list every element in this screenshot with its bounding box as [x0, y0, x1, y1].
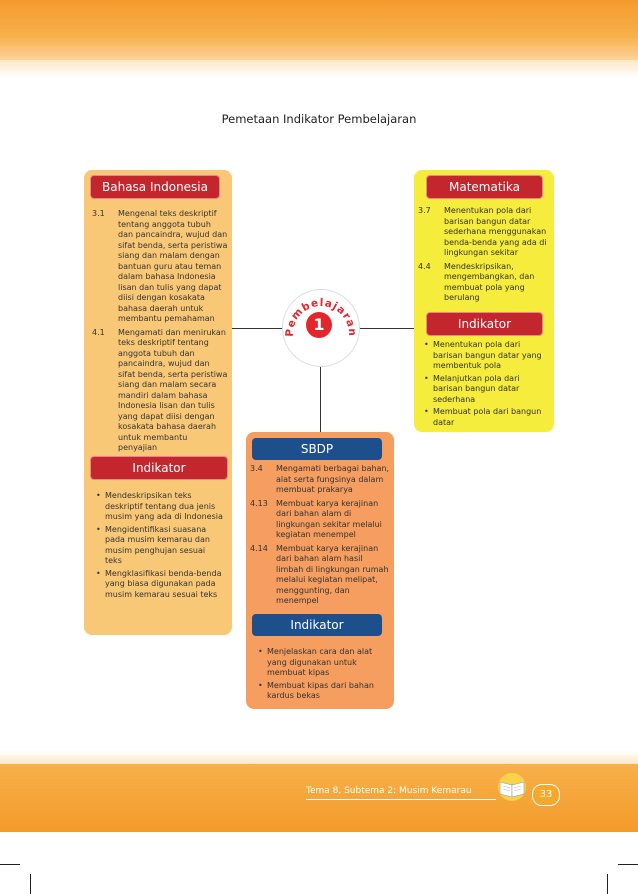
list-item: • Mendeskripsikan teks deskriptif tentang dua jenis musim yang ada di Indonesia	[96, 491, 224, 523]
crop-mark	[618, 864, 638, 865]
bahasa-list	[92, 209, 228, 457]
book-icon	[494, 772, 530, 802]
list-item: 3.7 Menentukan pola dari barisan bangun datar sederhana menggunakan benda-benda yang ada di lingkungan sekitar	[418, 206, 547, 257]
crop-mark	[0, 864, 20, 865]
list-item: 3.1 Mengenal teks deskriptif tentang anggota tubuh dan pancaindra, wujud dan sifat benda, serta peristiwa siang dan malam dengan bantuan guru atau teman dalam bahasa Indonesia lisan dan tulis yang dapat diisi dengan kosakata bahasa daerah untuk membantu pemahaman	[92, 209, 228, 323]
matematika-indikator-header: Indikator	[426, 312, 543, 336]
list-item: 4.14 Membuat karya kerajinan dari bahan alam hasil limbah di lingkungan rumah melalui kegiatan melipat, menggunting, dan menempel	[250, 543, 389, 605]
list-item: • Membuat pola dari bangun datar	[424, 407, 548, 428]
footer-text: Tema 8, Subtema 2: Musim Kemarau	[306, 786, 472, 796]
list-item: 4.13 Membuat karya kerajinan dari bahan alam di lingkungan sekitar melalui kegiatan menempel	[250, 498, 382, 539]
connector-line	[359, 328, 414, 329]
page-number: 33	[532, 784, 560, 806]
sbdp-indikator-list	[258, 647, 386, 704]
list-item: • Membuat kipas dari bahan kardus bekas	[258, 681, 386, 702]
list-item: 4.4 Mendeskripsikan, mengembangkan, dan membuat pola yang berulang	[418, 261, 535, 302]
matematika-header: Matematika	[426, 175, 543, 199]
connector-line	[232, 328, 284, 329]
sbdp-indikator-header: Indikator	[252, 614, 382, 636]
crop-mark	[607, 874, 608, 894]
crop-mark	[30, 874, 31, 894]
arc-label: Pembelajaran	[283, 296, 359, 338]
bahasa-header: Bahasa Indonesia	[90, 175, 220, 199]
list-item: 3.4 Mengamati berbagai bahan, alat serta fungsinya dalam membuat prakarya	[250, 464, 390, 494]
bahasa-indikator-list	[96, 491, 224, 602]
list-item: • Menentukan pola dari barisan bangun datar yang membentuk pola	[424, 340, 548, 372]
list-item: • Menjelaskan cara dan alat yang digunakan untuk membuat kipas	[258, 647, 386, 679]
sbdp-list	[250, 464, 392, 610]
connector-line	[320, 366, 321, 432]
page-title: Pemetaan Indikator Pembelajaran	[221, 112, 417, 126]
list-item: • Mengidentifikasi suasana pada musim kemarau dan musim penghujan sesuai teks	[96, 525, 224, 567]
footer-divider	[306, 799, 496, 800]
list-item: 4.1 Mengamati dan menirukan teks deskriptif tentang anggota tubuh dan pancaindra, wujud dan sifat benda, serta peristiwa siang dan malam secara mandiri dalam bahasa Indonesia lisan dan tulis yang dapat diisi dengan kosakata bahasa daerah untuk membantu penyajian	[92, 327, 228, 452]
top-band	[0, 0, 638, 60]
center-number: 1	[306, 312, 332, 338]
list-item: • Melanjutkan pola dari barisan bangun datar sederhana	[424, 374, 548, 406]
bahasa-indikator-header: Indikator	[90, 456, 228, 480]
list-item: • Mengklasifikasi benda-benda yang biasa digunakan pada musim kemarau sesuai teks	[96, 569, 224, 601]
matematika-list	[418, 206, 552, 307]
matematika-indikator-list	[424, 340, 548, 430]
sbdp-header: SBDP	[252, 438, 382, 460]
